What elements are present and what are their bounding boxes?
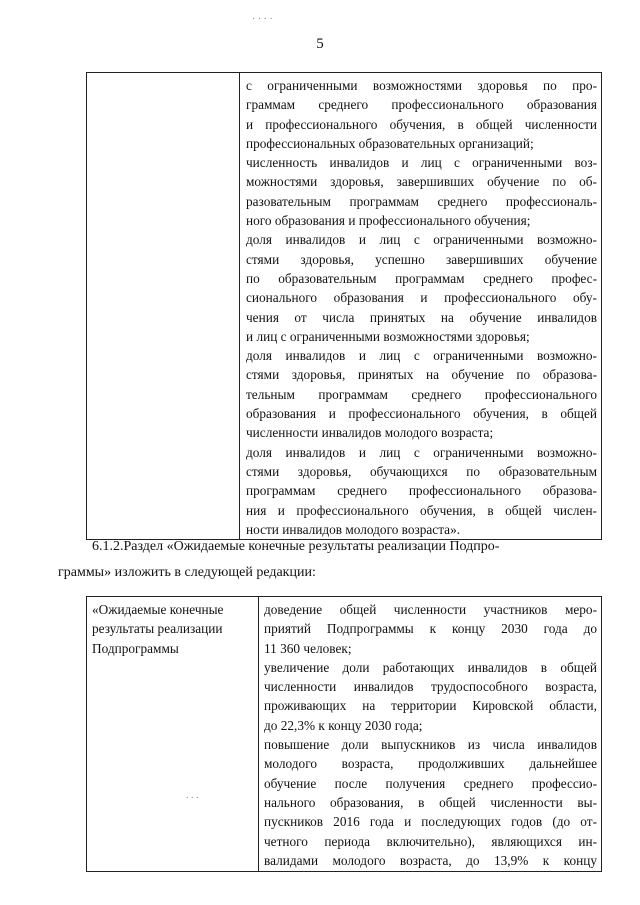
left-label-line: Подпрограммы bbox=[92, 640, 179, 656]
table2-text bbox=[264, 600, 597, 870]
left-label-line: результаты реализации bbox=[92, 621, 223, 637]
text-line: доля инвалидов и лиц с ограниченными возможно- bbox=[246, 348, 597, 364]
text-line: ния и профессионального обучения, в общей числен- bbox=[246, 502, 597, 518]
scan-mark: · · · · bbox=[252, 14, 273, 25]
text-line: доля инвалидов и лиц с ограниченными возможно- bbox=[246, 232, 597, 248]
text-line: обучение после получения среднего профессио- bbox=[264, 775, 597, 791]
text-line: численность инвалидов и лиц с ограниченными воз- bbox=[246, 155, 597, 171]
table2-left-cell bbox=[87, 597, 259, 872]
text-line: доведение общей численности участников меро- bbox=[264, 602, 597, 617]
text-line: можностями здоровья, завершивших обучение по об- bbox=[246, 174, 597, 190]
paragraph-line-1: 6.1.2.Раздел «Ожидаемые конечные результаты реализации Подпро- bbox=[92, 539, 500, 554]
text-line: нального образования, в общей численности вы- bbox=[264, 794, 597, 810]
text-line: сионального образования и профессионального обу- bbox=[246, 290, 597, 306]
text-line: проживающих на территории Кировской области, bbox=[264, 698, 597, 714]
text-line: чения от числа принятых на обучение инвалидов bbox=[246, 309, 597, 325]
paragraph-line-2: граммы» изложить в следующей редакции: bbox=[58, 565, 316, 580]
table1-left-cell bbox=[87, 73, 240, 540]
text-line: численности инвалидов трудоспособного возраста, bbox=[264, 679, 597, 695]
text-line: граммам среднего профессионального образования bbox=[246, 97, 597, 113]
text-line: молодого возраста, продолживших дальнейшее bbox=[264, 756, 597, 772]
text-line: увеличение доли работающих инвалидов в общей bbox=[264, 659, 597, 675]
text-line: по образовательным программам среднего профес- bbox=[246, 270, 597, 286]
text-line: образования и профессионального обучения, в общей bbox=[246, 406, 597, 422]
page-number: 5 bbox=[316, 36, 324, 52]
text-line: стями здоровья, обучающихся по образовательным bbox=[246, 463, 597, 479]
text-line: доля инвалидов и лиц с ограниченными возможно- bbox=[246, 444, 597, 460]
continuation-table bbox=[86, 72, 602, 540]
text-line: четного периода включительно), являющихся ин- bbox=[264, 833, 597, 849]
text-line: с ограниченными возможностями здоровья по про- bbox=[246, 78, 597, 93]
text-line: и профессионального обучения, в общей численности bbox=[246, 116, 597, 132]
text-line: ности инвалидов молодого возраста». bbox=[246, 521, 461, 537]
text-line: профессиональных образовательных организаций; bbox=[246, 135, 534, 151]
table2-right-cell bbox=[259, 597, 602, 872]
table1-text bbox=[246, 76, 597, 539]
table1-right-cell bbox=[240, 73, 602, 540]
text-line: и лиц с ограниченными возможностями здоровья; bbox=[246, 328, 530, 344]
left-label-line: «Ожидаемые конечные bbox=[92, 602, 224, 617]
scan-mark: . . . bbox=[186, 790, 199, 801]
text-line: ного образования и профессионального обучения; bbox=[246, 213, 531, 229]
text-line: пускников 2016 года и последующих годов (до от- bbox=[264, 814, 597, 830]
text-line: до 22,3% к концу 2030 года; bbox=[264, 717, 423, 733]
text-line: программам среднего профессионального образова- bbox=[246, 483, 597, 499]
text-line: 11 360 человек; bbox=[264, 640, 352, 656]
text-line: валидами молодого возраста, до 13,9% к концу bbox=[264, 852, 597, 868]
text-line: повышение доли выпускников из числа инвалидов bbox=[264, 737, 597, 753]
results-table bbox=[86, 596, 602, 872]
text-line: стями здоровья, принятых на обучение по образова- bbox=[246, 367, 597, 383]
text-line: приятий Подпрограммы к концу 2030 года до bbox=[264, 621, 597, 637]
text-line: численности инвалидов молодого возраста; bbox=[246, 425, 494, 441]
text-line: стями здоровья, успешно завершивших обучение bbox=[246, 251, 597, 267]
text-line: тельным программам среднего профессионального bbox=[246, 386, 597, 402]
text-line: разовательным программам среднего профессиональ- bbox=[246, 193, 597, 209]
